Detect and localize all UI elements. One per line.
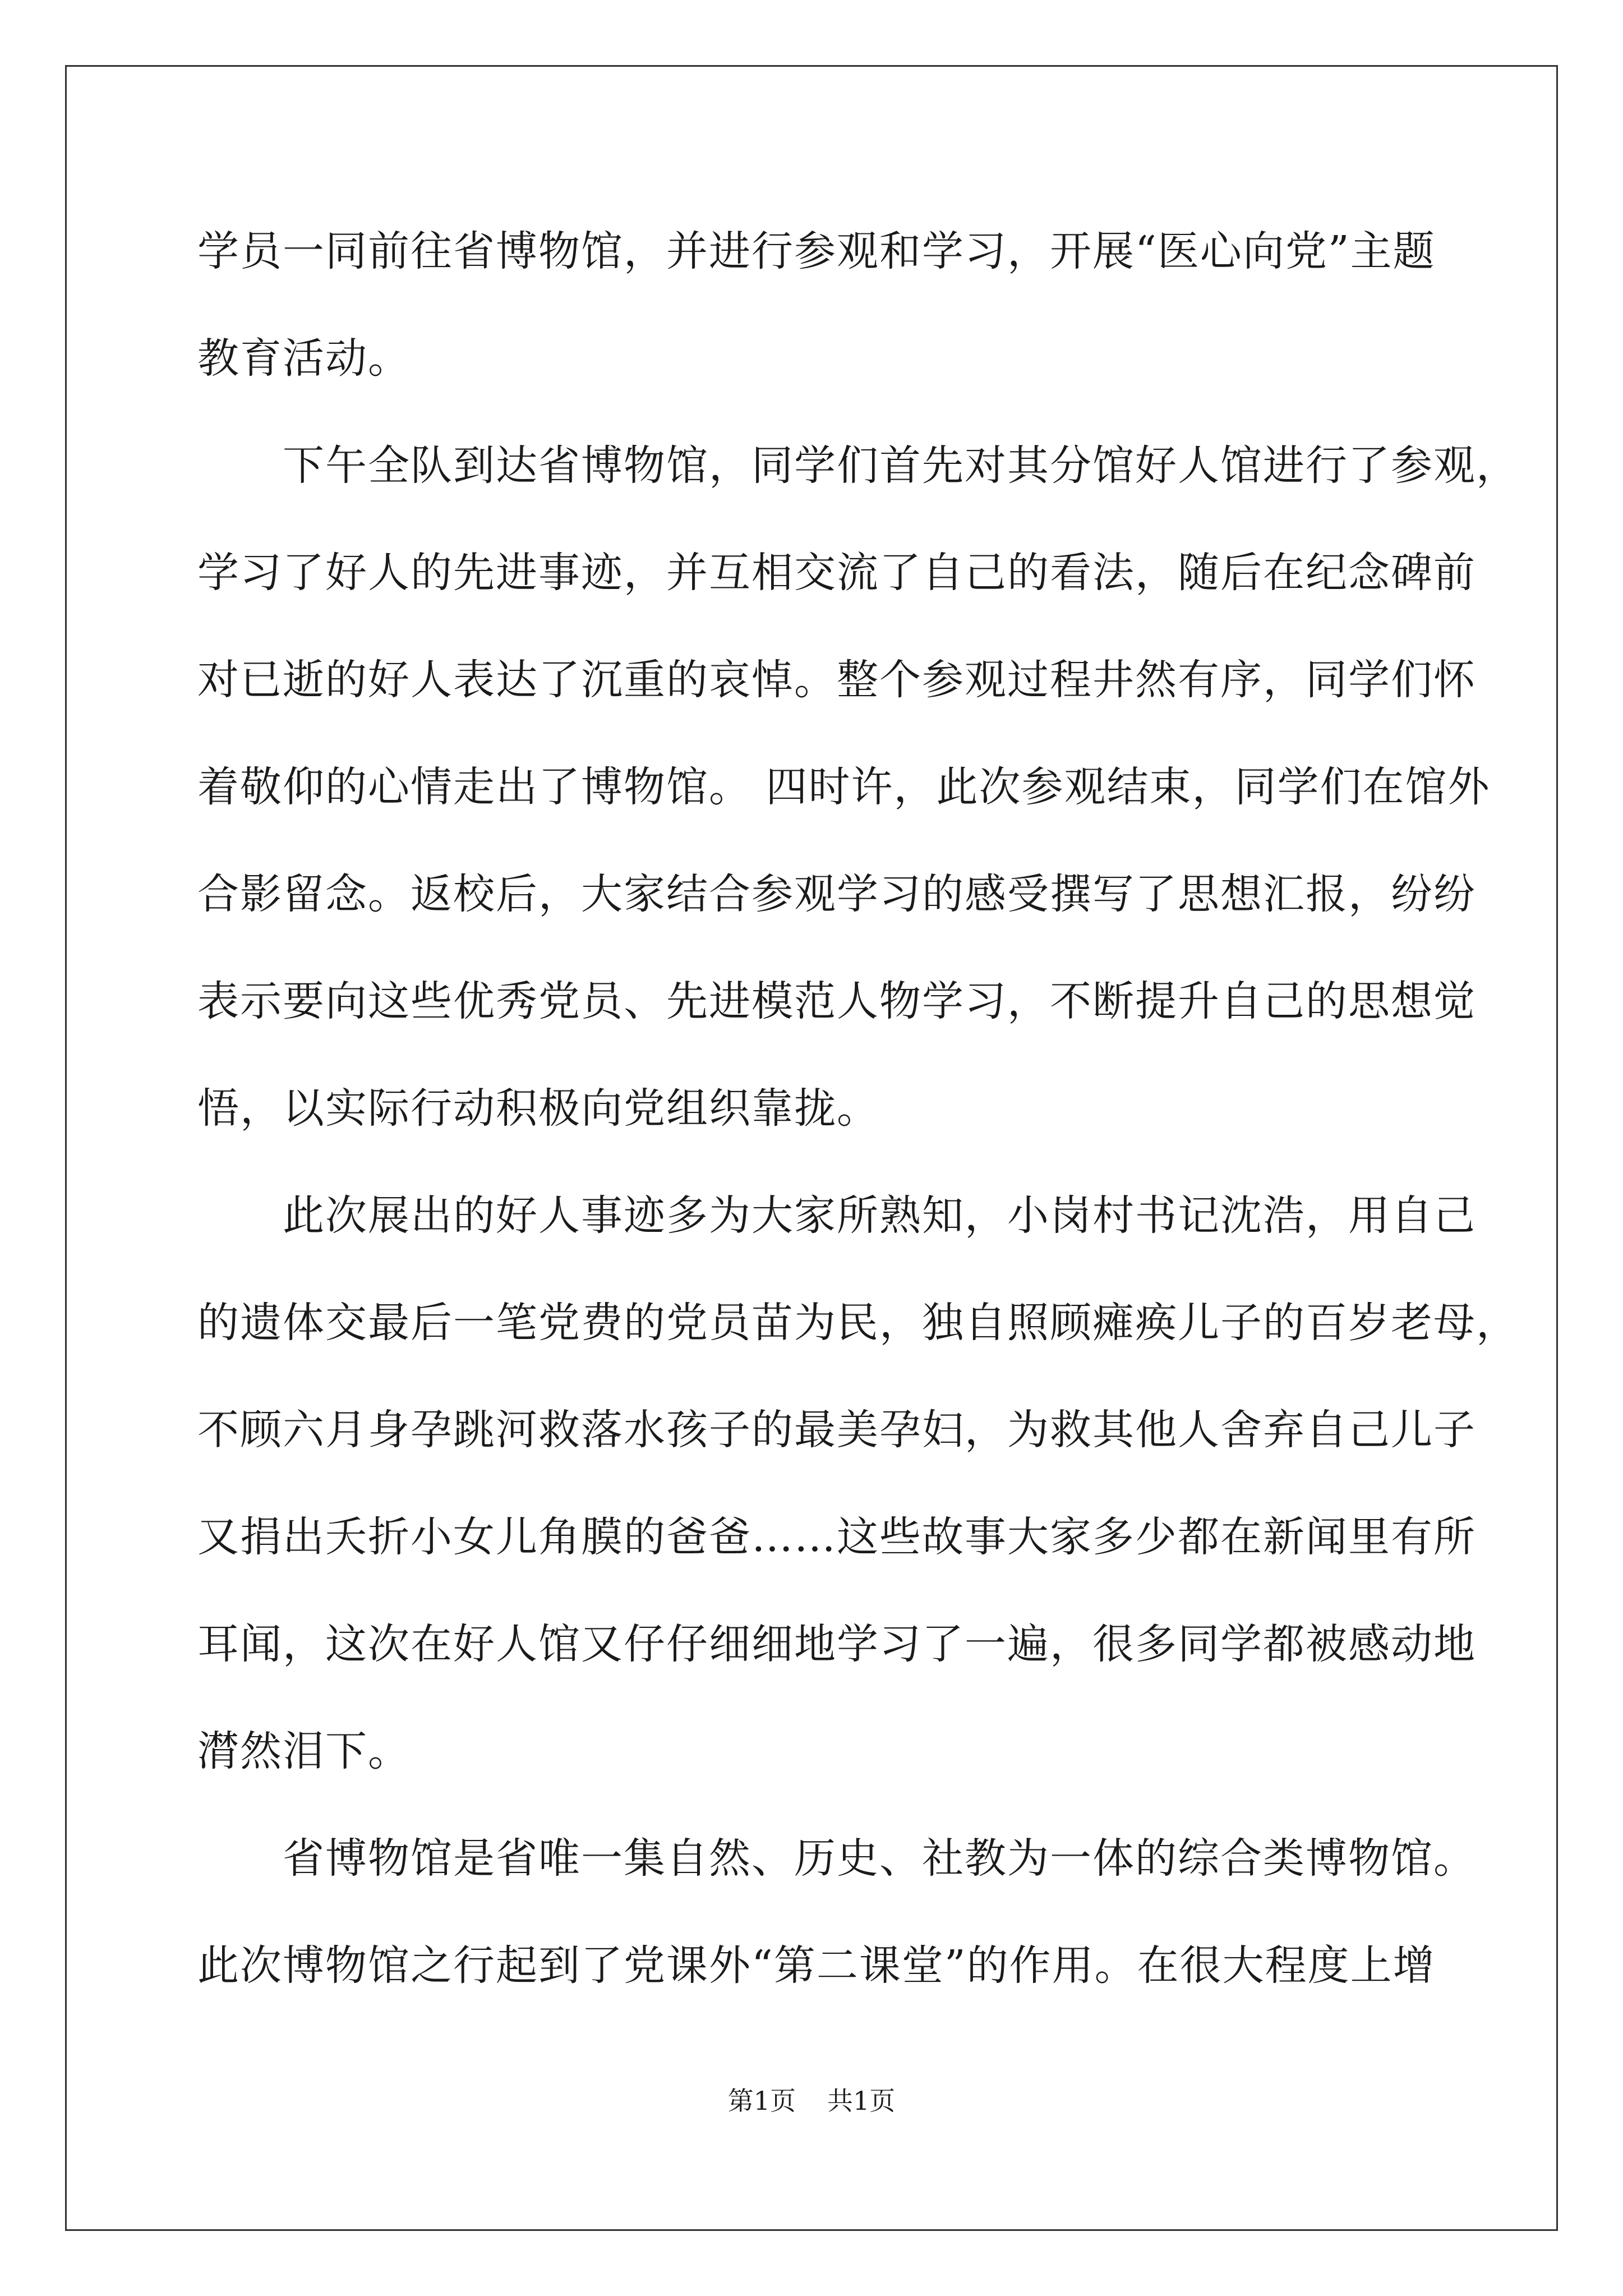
text-line: 学习了好人的先进事迹，并互相交流了自己的看法，随后在纪念碑前 (197, 549, 1476, 597)
page-border (65, 65, 1558, 2231)
text-line: 教育活动。 (197, 334, 411, 383)
text-line: 悟，以实际行动积极向党组织靠拢。 (197, 1084, 879, 1133)
text-line: 此次展出的好人事迹多为大家所熟知，小岗村书记沈浩，用自己 (197, 1191, 1476, 1240)
text-line: 的遗体交最后一笔党费的党员苗为民，独自照顾瘫痪儿子的百岁老母， (197, 1299, 1519, 1347)
page-number-total: 共1页 (827, 2086, 896, 2116)
text-line: 省博物馆是省唯一集自然、历史、社教为一体的综合类博物馆。 (197, 1834, 1476, 1883)
page-number-current: 第1页 (727, 2086, 796, 2116)
text-line: 下午全队到达省博物馆，同学们首先对其分馆好人馆进行了参观， (197, 441, 1519, 490)
text-line: 着敬仰的心情走出了博物馆。 四时许，此次参观结束，同学们在馆外 (197, 763, 1491, 811)
text-line: 学员一同前往省博物馆，并进行参观和学习，开展“医心向党”主题 (197, 227, 1436, 275)
text-line: 耳闻，这次在好人馆又仔仔细细地学习了一遍，很多同学都被感动地 (197, 1620, 1476, 1668)
text-line: 合影留念。返校后，大家结合参观学习的感受撰写了思想汇报，纷纷 (197, 870, 1476, 918)
text-line: 对已逝的好人表达了沉重的哀悼。整个参观过程井然有序，同学们怀 (197, 656, 1476, 704)
text-line: 又捐出夭折小女儿角膜的爸爸……这些故事大家多少都在新闻里有所 (197, 1513, 1476, 1561)
text-line: 表示要向这些优秀党员、先进模范人物学习，不断提升自己的思想觉 (197, 977, 1476, 1025)
text-line: 此次博物馆之行起到了党课外“第二课堂”的作用。在很大程度上增 (197, 1941, 1436, 1990)
page-footer (0, 2084, 1623, 2118)
text-line: 不顾六月身孕跳河救落水孩子的最美孕妇，为救其他人舍弃自己儿子 (197, 1406, 1476, 1454)
text-line: 潸然泪下。 (197, 1727, 411, 1775)
